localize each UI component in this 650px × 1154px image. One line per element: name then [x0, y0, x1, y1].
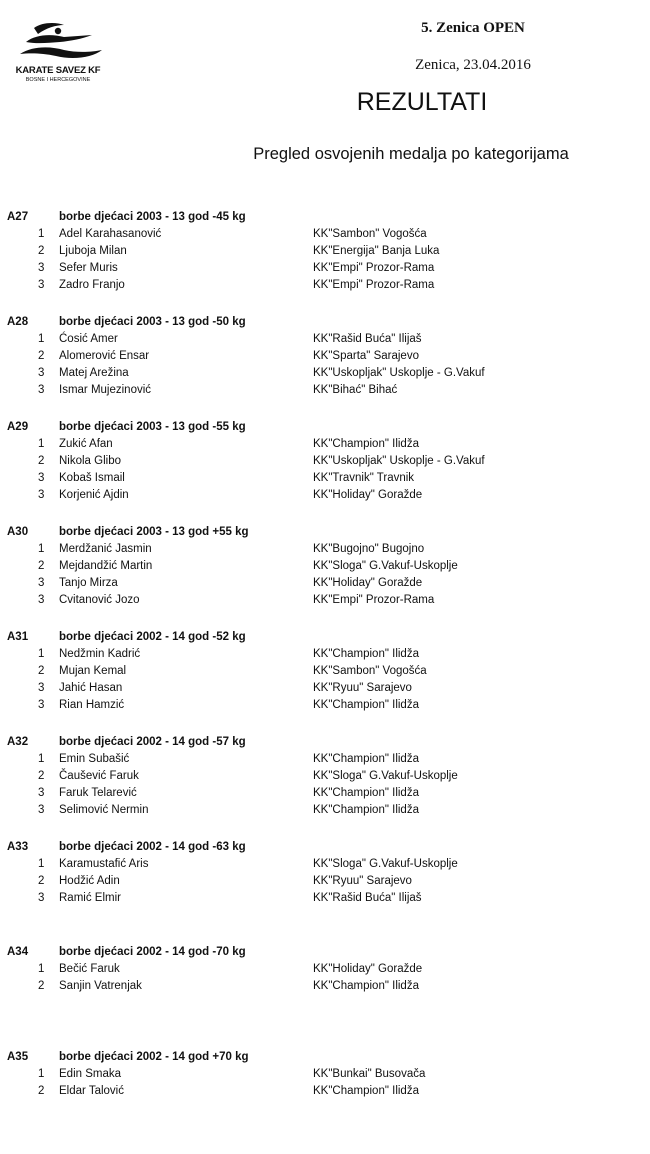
athlete-name: Selimović Nermin	[59, 804, 149, 816]
result-row	[0, 663, 650, 680]
category-name: borbe djećaci 2003 - 13 god +55 kg	[59, 526, 249, 538]
club-name: KK"Travnik" Travnik	[313, 472, 415, 484]
place: 3	[38, 577, 45, 589]
athlete-name: Merdžanić Jasmin	[59, 543, 152, 555]
category-code: A33	[7, 841, 29, 853]
place: 3	[38, 262, 45, 274]
club-name: KK"Empi" Prozor-Rama	[313, 594, 435, 606]
club-name: KK"Champion" Ilidža	[313, 1085, 419, 1097]
club-name: KK"Champion" Ilidža	[313, 804, 419, 816]
athlete-name: Zadro Franjo	[59, 279, 125, 291]
result-row	[0, 785, 650, 802]
result-row	[0, 961, 650, 978]
page-subtitle: Pregled osvojenih medalja po kategorijama	[253, 145, 569, 163]
category-code: A29	[7, 421, 29, 433]
place: 3	[38, 892, 45, 904]
category-code: A34	[7, 946, 29, 958]
athlete-name: Bečić Faruk	[59, 963, 120, 975]
place: 3	[38, 594, 45, 606]
category-code: A35	[7, 1051, 29, 1063]
category-code: A31	[7, 631, 29, 643]
place: 2	[38, 665, 45, 677]
athlete-name: Sefer Muris	[59, 262, 118, 274]
place: 2	[38, 875, 45, 887]
category-code: A30	[7, 526, 29, 538]
category-header	[0, 629, 650, 646]
athlete-name: Jahić Hasan	[59, 682, 123, 694]
athlete-name: Ćosić Amer	[59, 333, 118, 345]
athlete-name: Edin Smaka	[59, 1068, 122, 1080]
place: 3	[38, 787, 45, 799]
club-name: KK"Bunkai" Busovača	[313, 1068, 426, 1080]
result-row	[0, 890, 650, 907]
club-name: KK"Empi" Prozor-Rama	[313, 262, 435, 274]
club-name: KK"Sparta" Sarajevo	[313, 350, 419, 362]
place: 2	[38, 455, 45, 467]
result-row	[0, 802, 650, 819]
place: 3	[38, 682, 45, 694]
category-block	[0, 944, 650, 1049]
club-name: KK"Champion" Ilidža	[313, 648, 419, 660]
category-name: borbe djećaci 2002 - 14 god -57 kg	[59, 736, 246, 748]
place: 3	[38, 279, 45, 291]
category-block	[0, 314, 650, 419]
club-name: KK"Sambon" Vogošća	[313, 665, 427, 677]
category-name: borbe djećaci 2002 - 14 god +70 kg	[59, 1051, 249, 1063]
club-name: KK"Sloga" G.Vakuf-Uskoplje	[313, 560, 458, 572]
category-name: borbe djećaci 2002 - 14 god -70 kg	[59, 946, 246, 958]
place: 1	[38, 543, 45, 555]
club-name: KK"Bugojno" Bugojno	[313, 543, 425, 555]
place: 1	[38, 1068, 45, 1080]
club-name: KK"Sambon" Vogošća	[313, 228, 427, 240]
place: 1	[38, 858, 45, 870]
result-row	[0, 592, 650, 609]
club-name: KK"Bihać" Bihać	[313, 384, 398, 396]
athlete-name: Ismar Mujezinović	[59, 384, 152, 396]
place: 1	[38, 753, 45, 765]
result-row	[0, 470, 650, 487]
place: 1	[38, 228, 45, 240]
athlete-name: Emin Subašić	[59, 753, 130, 765]
place: 1	[38, 333, 45, 345]
club-name: KK"Ryuu" Sarajevo	[313, 875, 412, 887]
category-header	[0, 944, 650, 961]
category-block	[0, 734, 650, 839]
result-row	[0, 277, 650, 294]
category-block	[0, 524, 650, 629]
club-name: KK"Rašid Buća" Ilijaš	[313, 892, 422, 904]
athlete-name: Korjenić Ajdin	[59, 489, 129, 501]
athlete-name: Kobaš Ismail	[59, 472, 125, 484]
athlete-name: Tanjo Mirza	[59, 577, 118, 589]
category-header	[0, 419, 650, 436]
club-name: KK"Champion" Ilidža	[313, 699, 419, 711]
result-row	[0, 226, 650, 243]
athlete-name: Hodžić Adin	[59, 875, 120, 887]
place: 1	[38, 438, 45, 450]
place: 2	[38, 350, 45, 362]
result-row	[0, 487, 650, 504]
club-name: KK"Energija" Banja Luka	[313, 245, 440, 257]
result-row	[0, 260, 650, 277]
category-header	[0, 209, 650, 226]
place: 2	[38, 770, 45, 782]
athlete-name: Zukić Afan	[59, 438, 113, 450]
athlete-name: Alomerović Ensar	[59, 350, 150, 362]
athlete-name: Rian Hamzić	[59, 699, 125, 711]
result-row	[0, 697, 650, 714]
result-row	[0, 558, 650, 575]
result-row	[0, 751, 650, 768]
place: 1	[38, 648, 45, 660]
place: 2	[38, 980, 45, 992]
club-name: KK"Rašid Buća" Ilijaš	[313, 333, 422, 345]
category-code: A32	[7, 736, 29, 748]
category-block	[0, 839, 650, 944]
result-row	[0, 453, 650, 470]
result-row	[0, 365, 650, 382]
place: 3	[38, 384, 45, 396]
category-header	[0, 314, 650, 331]
result-row	[0, 680, 650, 697]
athlete-name: Nikola Glibo	[59, 455, 121, 467]
place: 1	[38, 963, 45, 975]
category-block	[0, 1049, 650, 1154]
result-row	[0, 348, 650, 365]
event-date: Zenica, 23.04.2016	[415, 57, 531, 73]
category-header	[0, 524, 650, 541]
club-name: KK"Ryuu" Sarajevo	[313, 682, 412, 694]
category-name: borbe djećaci 2003 - 13 god -45 kg	[59, 211, 246, 223]
category-block	[0, 209, 650, 314]
place: 3	[38, 489, 45, 501]
logo-text: KARATE SAVEZ KF	[15, 65, 101, 76]
result-row	[0, 541, 650, 558]
category-header	[0, 839, 650, 856]
athlete-name: Sanjin Vatrenjak	[59, 980, 142, 992]
club-name: KK"Holiday" Goražde	[313, 577, 423, 589]
category-name: borbe djećaci 2003 - 13 god -50 kg	[59, 316, 246, 328]
athlete-name: Čaušević Faruk	[59, 770, 139, 782]
place: 2	[38, 560, 45, 572]
result-row	[0, 646, 650, 663]
athlete-name: Ljuboja Milan	[59, 245, 127, 257]
athlete-name: Mejdandžić Martin	[59, 560, 153, 572]
club-name: KK"Champion" Ilidža	[313, 753, 419, 765]
result-row	[0, 382, 650, 399]
category-code: A28	[7, 316, 29, 328]
result-row	[0, 436, 650, 453]
result-row	[0, 243, 650, 260]
federation-logo	[12, 20, 104, 88]
athlete-name: Karamustafić Aris	[59, 858, 149, 870]
category-name: borbe djećaci 2002 - 14 god -52 kg	[59, 631, 246, 643]
place: 3	[38, 472, 45, 484]
category-name: borbe djećaci 2002 - 14 god -63 kg	[59, 841, 246, 853]
club-name: KK"Sloga" G.Vakuf-Uskoplje	[313, 858, 458, 870]
club-name: KK"Uskopljak" Uskoplje - G.Vakuf	[313, 455, 485, 467]
club-name: KK"Holiday" Goražde	[313, 963, 423, 975]
category-code: A27	[7, 211, 29, 223]
category-name: borbe djećaci 2003 - 13 god -55 kg	[59, 421, 246, 433]
club-name: KK"Holiday" Goražde	[313, 489, 423, 501]
result-row	[0, 1083, 650, 1100]
club-name: KK"Champion" Ilidža	[313, 980, 419, 992]
result-row	[0, 978, 650, 995]
club-name: KK"Champion" Ilidža	[313, 787, 419, 799]
athlete-name: Nedžmin Kadrić	[59, 648, 141, 660]
result-row	[0, 1066, 650, 1083]
athlete-name: Adel Karahasanović	[59, 228, 162, 240]
athlete-name: Ramić Elmir	[59, 892, 121, 904]
category-header	[0, 734, 650, 751]
athlete-name: Eldar Talović	[59, 1085, 124, 1097]
athlete-name: Mujan Kemal	[59, 665, 127, 677]
category-block	[0, 629, 650, 734]
athlete-name: Faruk Telarević	[59, 787, 137, 799]
club-name: KK"Uskopljak" Uskoplje - G.Vakuf	[313, 367, 485, 379]
athlete-name: Matej Arežina	[59, 367, 129, 379]
club-name: KK"Empi" Prozor-Rama	[313, 279, 435, 291]
place: 3	[38, 367, 45, 379]
place: 3	[38, 804, 45, 816]
karate-figure-icon	[12, 20, 104, 66]
result-row	[0, 575, 650, 592]
result-row	[0, 856, 650, 873]
place: 2	[38, 1085, 45, 1097]
page-title: REZULTATI	[356, 88, 488, 116]
club-name: KK"Champion" Ilidža	[313, 438, 419, 450]
result-row	[0, 331, 650, 348]
result-row	[0, 873, 650, 890]
logo-subtext: BOSNE I HERCEGOVINE	[25, 77, 91, 83]
place: 3	[38, 699, 45, 711]
event-name: 5. Zenica OPEN	[421, 20, 525, 36]
category-block	[0, 419, 650, 524]
place: 2	[38, 245, 45, 257]
result-row	[0, 768, 650, 785]
category-header	[0, 1049, 650, 1066]
athlete-name: Cvitanović Jozo	[59, 594, 140, 606]
results-list	[0, 209, 650, 1154]
club-name: KK"Sloga" G.Vakuf-Uskoplje	[313, 770, 458, 782]
